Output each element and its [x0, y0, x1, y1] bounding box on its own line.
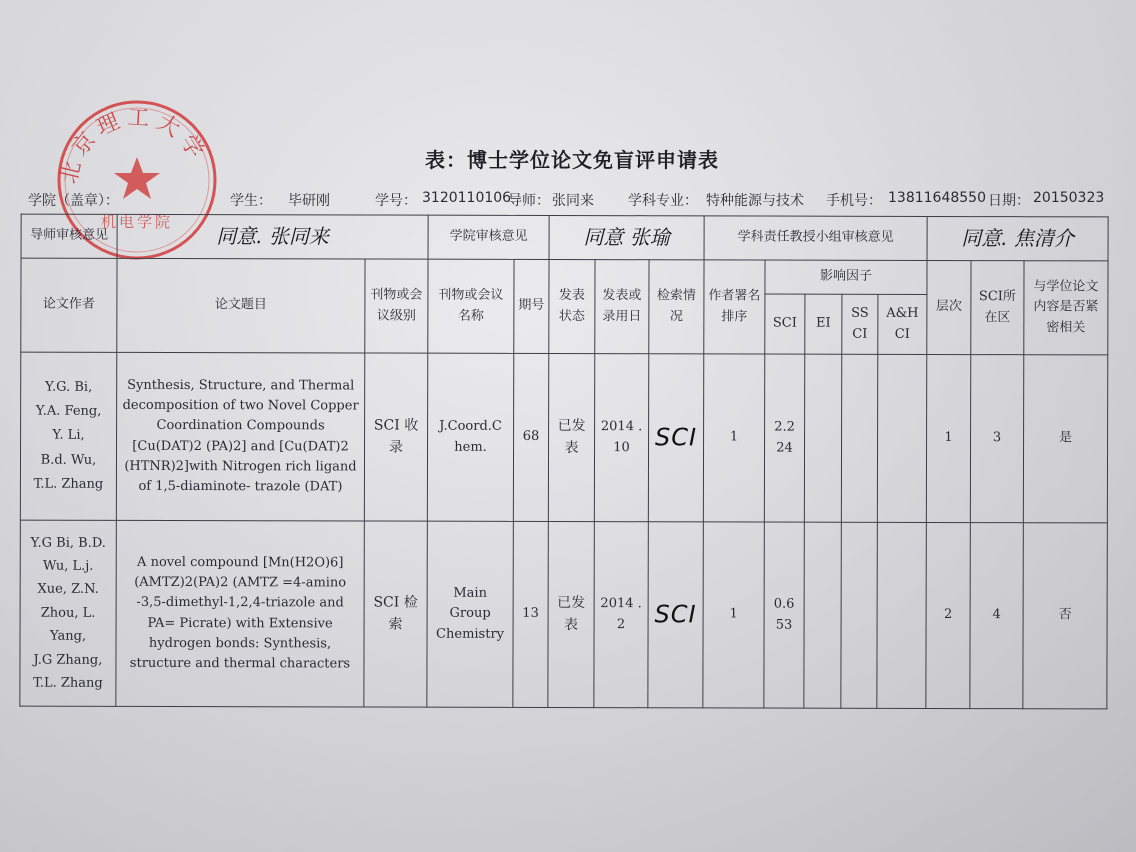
- advisor-label: 导师：: [508, 193, 550, 209]
- row1-related: 是: [1023, 355, 1107, 523]
- row1-zone: 3: [970, 355, 1023, 523]
- major-value: 特种能源与技术: [706, 193, 804, 209]
- svg-text:机电学院: 机电学院: [100, 213, 174, 231]
- header-issue: 期号: [514, 259, 549, 353]
- advisor-review-label: 导师审核意见: [21, 214, 117, 258]
- row2-title: A novel compound [Mn(H2O)6] (AMTZ)2(PA)2 (AMTZ =4-amino -3,5-dimethyl-1,2,4-triazole and PA= Picrate) with Extensive hydrogen bonds: Synthesis, structure and thermal characters: [116, 520, 364, 707]
- date-value: 20150323: [1033, 190, 1105, 206]
- header-zone: SCI所在区: [971, 261, 1024, 355]
- row2-status: 已发表: [548, 521, 594, 707]
- header-title: 论文题目: [117, 258, 365, 353]
- row2-level: SCI 检索: [364, 521, 427, 707]
- row1-ssci: [841, 354, 877, 522]
- row2-ei: [804, 522, 841, 708]
- student-label: 学生：: [230, 193, 272, 209]
- college-label: 学院（盖章）：: [28, 193, 119, 209]
- header-level: 刊物或会议级别: [365, 259, 428, 353]
- advisor-review-signature: 同意. 张同来: [117, 214, 428, 259]
- row2-index: SCI: [648, 522, 703, 708]
- phone-label: 手机号：: [826, 193, 882, 209]
- header-status: 发表状态: [549, 259, 595, 353]
- id-label: 学号：: [375, 193, 417, 209]
- student-name: 毕研刚: [288, 193, 330, 209]
- row1-sci: 2.2 24: [764, 354, 804, 522]
- row1-index: SCI: [648, 354, 703, 522]
- advisor-name: 张同来: [552, 193, 594, 209]
- header-impact: 影响因子: [765, 260, 927, 294]
- row1-ahci: [877, 354, 926, 522]
- paper-row-2: [20, 520, 1107, 709]
- row2-authors: Y.G Bi, B.D. Wu, L.j. Xue, Z.N. Zhou, L. Yang, J.G Zhang, T.L. Zhang: [20, 520, 116, 706]
- id-value: 3120110106: [422, 190, 512, 206]
- header-index: 检索情况: [649, 260, 704, 354]
- row2-rank: 1: [703, 522, 764, 708]
- row2-ahci: [877, 522, 926, 708]
- header-sci: SCI: [765, 294, 805, 354]
- header-ei: EI: [805, 294, 842, 354]
- row1-status: 已发表: [548, 353, 594, 521]
- header-tier: 层次: [927, 260, 971, 354]
- college-review-label: 学院审核意见: [428, 215, 549, 259]
- row1-title: Synthesis, Structure, and Thermal decomposition of two Novel Copper Coordination Compounds [Cu(DAT)2 (PA)2] and [Cu(DAT)2 (HTNR)2]with Nitrogen rich ligand of 1,5-diaminote- trazole (DAT): [116, 352, 364, 521]
- form-title: 表：博士学位论文免盲评申请表: [425, 148, 719, 172]
- committee-review-label: 学科责任教授小组审核意见: [704, 216, 927, 261]
- row1-rank: 1: [703, 354, 764, 522]
- row1-date: 2014 . 10: [594, 354, 648, 522]
- row1-ei: [804, 354, 841, 522]
- row1-journal: J.Coord.C hem.: [427, 353, 513, 521]
- row2-ssci: [841, 522, 877, 708]
- review-row: [21, 214, 1108, 261]
- header-ahci: A&H CI: [878, 294, 927, 354]
- header-date: 发表或录用日: [595, 260, 649, 354]
- row2-sci: 0.6 53: [764, 522, 804, 708]
- row2-journal: Main Group Chemistry: [427, 521, 513, 707]
- row2-related: 否: [1023, 523, 1107, 709]
- row2-issue: 13: [513, 521, 548, 707]
- row2-tier: 2: [926, 522, 970, 708]
- header-rank: 作者署名排序: [704, 260, 765, 354]
- major-label: 学科专业：: [628, 193, 698, 209]
- college-review-signature: 同意 张瑜: [549, 215, 704, 259]
- paper-row-1: [20, 352, 1107, 523]
- header-ssci: SS CI: [842, 294, 878, 354]
- header-journal: 刊物或会议名称: [428, 259, 514, 353]
- header-author: 论文作者: [21, 258, 117, 352]
- committee-review-signature: 同意. 焦清介: [927, 216, 1108, 260]
- row1-level: SCI 收录: [364, 353, 427, 521]
- row2-date: 2014 . 2: [594, 522, 648, 708]
- row1-issue: 68: [513, 353, 548, 521]
- svg-text:北京理工大学: 北京理工大学: [56, 105, 212, 187]
- row1-authors: Y.G. Bi, Y.A. Feng, Y. Li, B.d. Wu, T.L. Zhang: [20, 352, 116, 520]
- row1-tier: 1: [926, 354, 970, 522]
- date-label: 日期：: [988, 193, 1030, 209]
- row2-zone: 4: [970, 523, 1023, 709]
- application-table: [19, 214, 1108, 710]
- header-related: 与学位论文内容是否紧密相关: [1024, 261, 1108, 355]
- header-row-1: [21, 258, 1108, 295]
- phone-value: 13811648550: [888, 190, 986, 206]
